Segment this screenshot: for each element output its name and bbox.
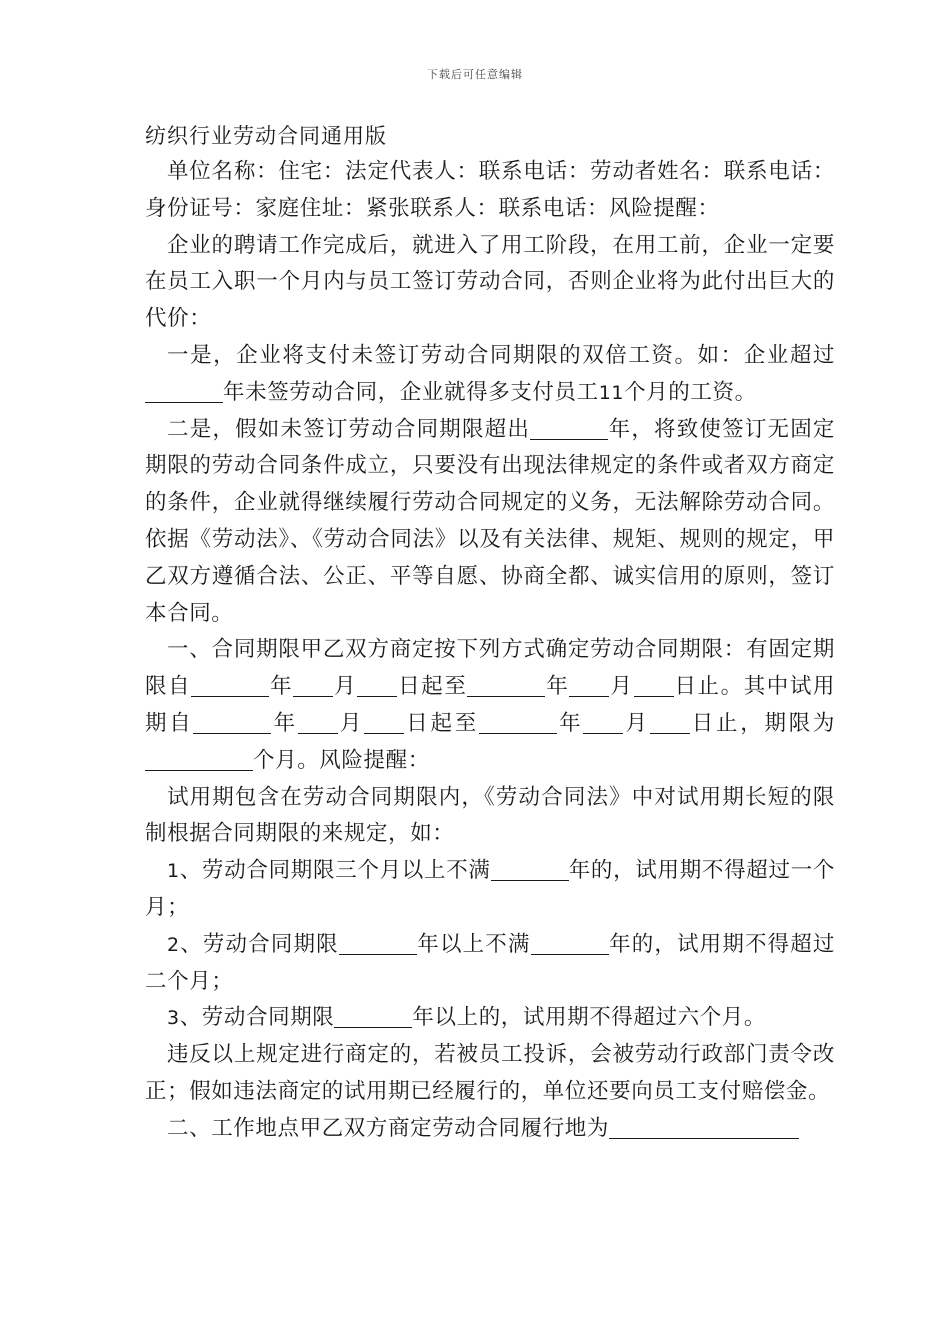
text: 月: [333, 674, 358, 700]
text: 日止。: [673, 674, 744, 700]
blank-field[interactable]: [634, 672, 674, 697]
text: 年: [556, 710, 584, 736]
text: 月: [623, 710, 650, 736]
number: 3: [167, 1007, 180, 1030]
text: 年: [269, 674, 294, 700]
blank-field[interactable]: [569, 672, 609, 697]
blank-field[interactable]: [293, 672, 333, 697]
violation-paragraph: 违反以上规定进行商定的，若被员工投诉，会被劳动行政部门责令改正；假如违法商定的试用期已经履行的，单位还要向员工支付赔偿金。: [145, 1042, 835, 1104]
text: 年未签劳动合同，企业就得多支付员工: [223, 379, 599, 405]
text: 月: [609, 674, 634, 700]
number: 11: [598, 381, 625, 404]
point-two-paragraph: [145, 412, 835, 633]
blank-field[interactable]: [364, 709, 404, 734]
probation-paragraph: 试用期包含在劳动合同期限内，《劳动合同法》中对试用期长短的限制根据合同期限的来规定，如：: [145, 784, 835, 847]
blank-field[interactable]: [530, 415, 608, 440]
text: 年以上不满: [416, 931, 531, 957]
text: 日起至: [404, 710, 479, 736]
blank-field[interactable]: [357, 672, 397, 697]
blank-field[interactable]: [650, 709, 690, 734]
blank-field[interactable]: [145, 746, 253, 771]
text: 日起至: [397, 674, 468, 700]
blank-field[interactable]: [191, 672, 269, 697]
text: 年的，试用期不得超过一个月；: [145, 858, 836, 920]
text: 、劳动合同期限: [179, 931, 339, 957]
text: 年: [545, 674, 570, 700]
text: 、劳动合同期限三个月以上不满: [179, 858, 491, 884]
blank-field[interactable]: [479, 709, 557, 734]
text: 一是，企业将支付未签订劳动合同期限的双倍工资。如：企业超过: [167, 342, 835, 368]
text: 月: [337, 710, 365, 736]
text: 日止，期限为: [689, 710, 836, 736]
text: 年以上的，试用期不得超过六个月。: [412, 1005, 767, 1031]
text: 年的，试用期不得超过二个月；: [145, 931, 835, 994]
point-one-paragraph: [145, 338, 835, 412]
blank-field[interactable]: [491, 856, 569, 881]
contract-term-paragraph: [145, 632, 835, 779]
text: 年: [271, 710, 298, 736]
blank-field[interactable]: [298, 709, 338, 734]
blank-field[interactable]: [334, 1003, 412, 1028]
blank-field[interactable]: [583, 709, 623, 734]
blank-field[interactable]: [145, 378, 223, 403]
blank-field[interactable]: [609, 1114, 799, 1139]
number: 1: [167, 860, 180, 883]
work-location-paragraph: [145, 1111, 835, 1148]
document-title: 纺织行业劳动合同通用版: [145, 124, 387, 148]
blank-field[interactable]: [531, 930, 609, 955]
text: 一、合同期限甲乙双方商定按下列方式确定劳动合同期限：有固定期限自: [145, 637, 835, 700]
intro-paragraph: 企业的聘请工作完成后，就进入了用工阶段，在用工前，企业一定要在员工入职一个月内与员工签订劳动合同，否则企业将为此付出巨大的代价：: [145, 232, 835, 332]
text: 个月。风险提醒：: [253, 747, 430, 773]
list-item: [145, 927, 835, 1001]
blank-field[interactable]: [467, 672, 545, 697]
text: 、劳动合同期限: [179, 1005, 335, 1031]
blank-field[interactable]: [193, 709, 271, 734]
text: 年，将致使签订无固定期限的劳动合同条件成立，只要没有出现法律规定的条件或者双方商定的条件，企业就得继续履行劳动合同规定的义务，无法解除劳动合同。依据《劳动法》、《劳动合同法》以及有关法律、规矩、规则的规定，甲乙双方遵循合法、公正、平等自愿、协商全都、诚实信用的原则，签订本合同。: [145, 416, 835, 626]
text: 个月的工资。: [624, 379, 757, 405]
document-body: [145, 118, 835, 1148]
text: 二是，假如未签订劳动合同期限超出: [167, 416, 531, 442]
blank-field[interactable]: [339, 930, 417, 955]
text: 二、工作地点甲乙双方商定劳动合同履行地为: [167, 1115, 610, 1141]
list-item: [145, 1000, 835, 1037]
page-header: 下载后可任意编辑: [427, 68, 523, 81]
text: 其中试用期自: [145, 674, 836, 736]
number: 2: [167, 933, 180, 956]
party-info-paragraph: 单位名称：住宅：法定代表人：联系电话：劳动者姓名：联系电话：身份证号：家庭住址：紧张联系人：联系电话：风险提醒：: [145, 159, 835, 221]
list-item: [145, 853, 835, 927]
